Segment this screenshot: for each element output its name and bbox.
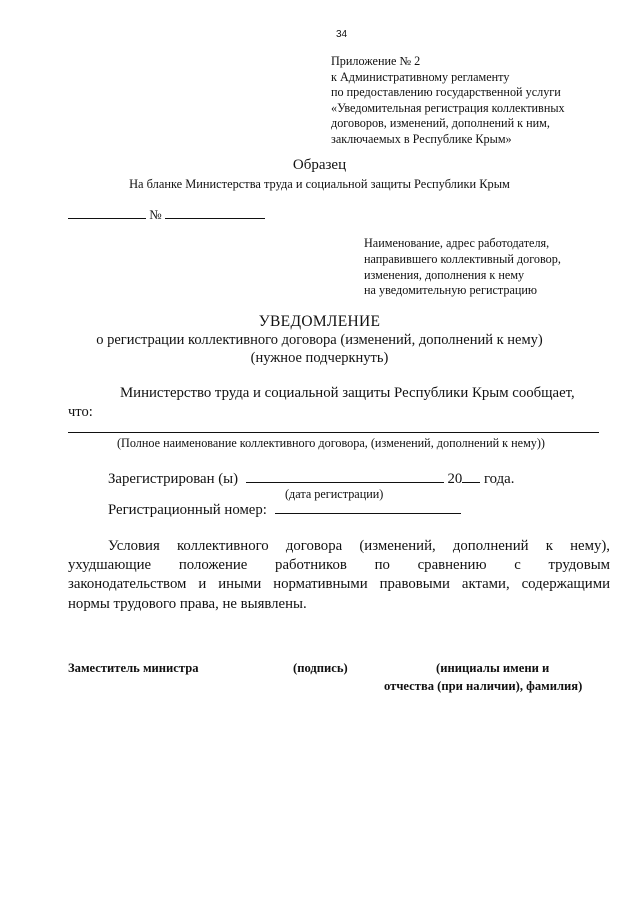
- addressee-line: на уведомительную регистрацию: [364, 283, 538, 298]
- sample-heading: Образец: [292, 157, 347, 173]
- number-symbol: №: [149, 207, 162, 222]
- appendix-reference: [331, 54, 565, 148]
- registration-number-label: Регистрационный номер:: [108, 502, 267, 518]
- agreement-name-line: [68, 432, 599, 433]
- year-blank-line: [462, 470, 480, 483]
- conditions-paragraph: [68, 537, 610, 614]
- addressee-line: Наименование, адрес работодателя,: [364, 236, 550, 250]
- conditions-line: законодательством и иными нормативными правовыми актами, содержащими: [68, 576, 610, 593]
- number-blank-line: [165, 206, 265, 219]
- registration-number-row: [108, 501, 461, 519]
- year-prefix: 20: [447, 471, 463, 487]
- signatory-role: Заместитель министра: [68, 661, 199, 675]
- addressee-block: [364, 236, 561, 299]
- outgoing-number-row: [68, 206, 265, 223]
- registration-date-caption: (дата регистрации): [285, 487, 384, 501]
- notice-hint: (нужное подчеркнуть): [250, 350, 389, 366]
- signatory-name-line2: отчества (при наличии), фамилия): [384, 679, 583, 693]
- registration-number-line: [275, 501, 461, 514]
- appendix-line: к Административному регламенту: [331, 69, 510, 84]
- conditions-line: ухудшающие положение работников по сравнению с трудовым: [68, 557, 610, 574]
- date-blank-line: [68, 206, 146, 219]
- ministry-statement-line1: Министерство труда и социальной защиты Республики Крым сообщает,: [120, 385, 575, 401]
- notice-subtitle: о регистрации коллективного договора (изменений, дополнений к нему): [96, 332, 543, 348]
- ministry-statement-line2: что:: [68, 404, 93, 420]
- agreement-name-caption: (Полное наименование коллективного договора, (изменений, дополнений к нему)): [117, 436, 545, 450]
- appendix-line: «Уведомительная регистрация коллективных: [331, 100, 565, 115]
- addressee-line: изменения, дополнения к нему: [364, 267, 525, 282]
- page-number: 34: [336, 29, 348, 40]
- registration-date-row: [108, 470, 514, 488]
- year-suffix: года.: [483, 471, 515, 487]
- notice-title: УВЕДОМЛЕНИЕ: [258, 313, 381, 330]
- registration-date-line: [246, 470, 444, 483]
- conditions-line: нормы трудового права, не выявлены.: [68, 595, 307, 612]
- appendix-line: Приложение № 2: [331, 54, 421, 68]
- signatory-name-line1: (инициалы имени и: [436, 661, 550, 675]
- appendix-line: по предоставлению государственной услуги: [331, 85, 561, 100]
- signature-placeholder: (подпись): [293, 661, 348, 675]
- addressee-line: направившего коллективный договор,: [364, 251, 561, 266]
- registered-label: Зарегистрирован (ы): [108, 471, 239, 487]
- appendix-line: договоров, изменений, дополнений к ним,: [331, 116, 550, 131]
- letterhead-note: На бланке Министерства труда и социальной защиты Республики Крым: [129, 177, 510, 191]
- appendix-line: заключаемых в Республике Крым»: [331, 131, 512, 146]
- conditions-line: Условия коллективного договора (изменений, дополнений к нему),: [108, 538, 610, 554]
